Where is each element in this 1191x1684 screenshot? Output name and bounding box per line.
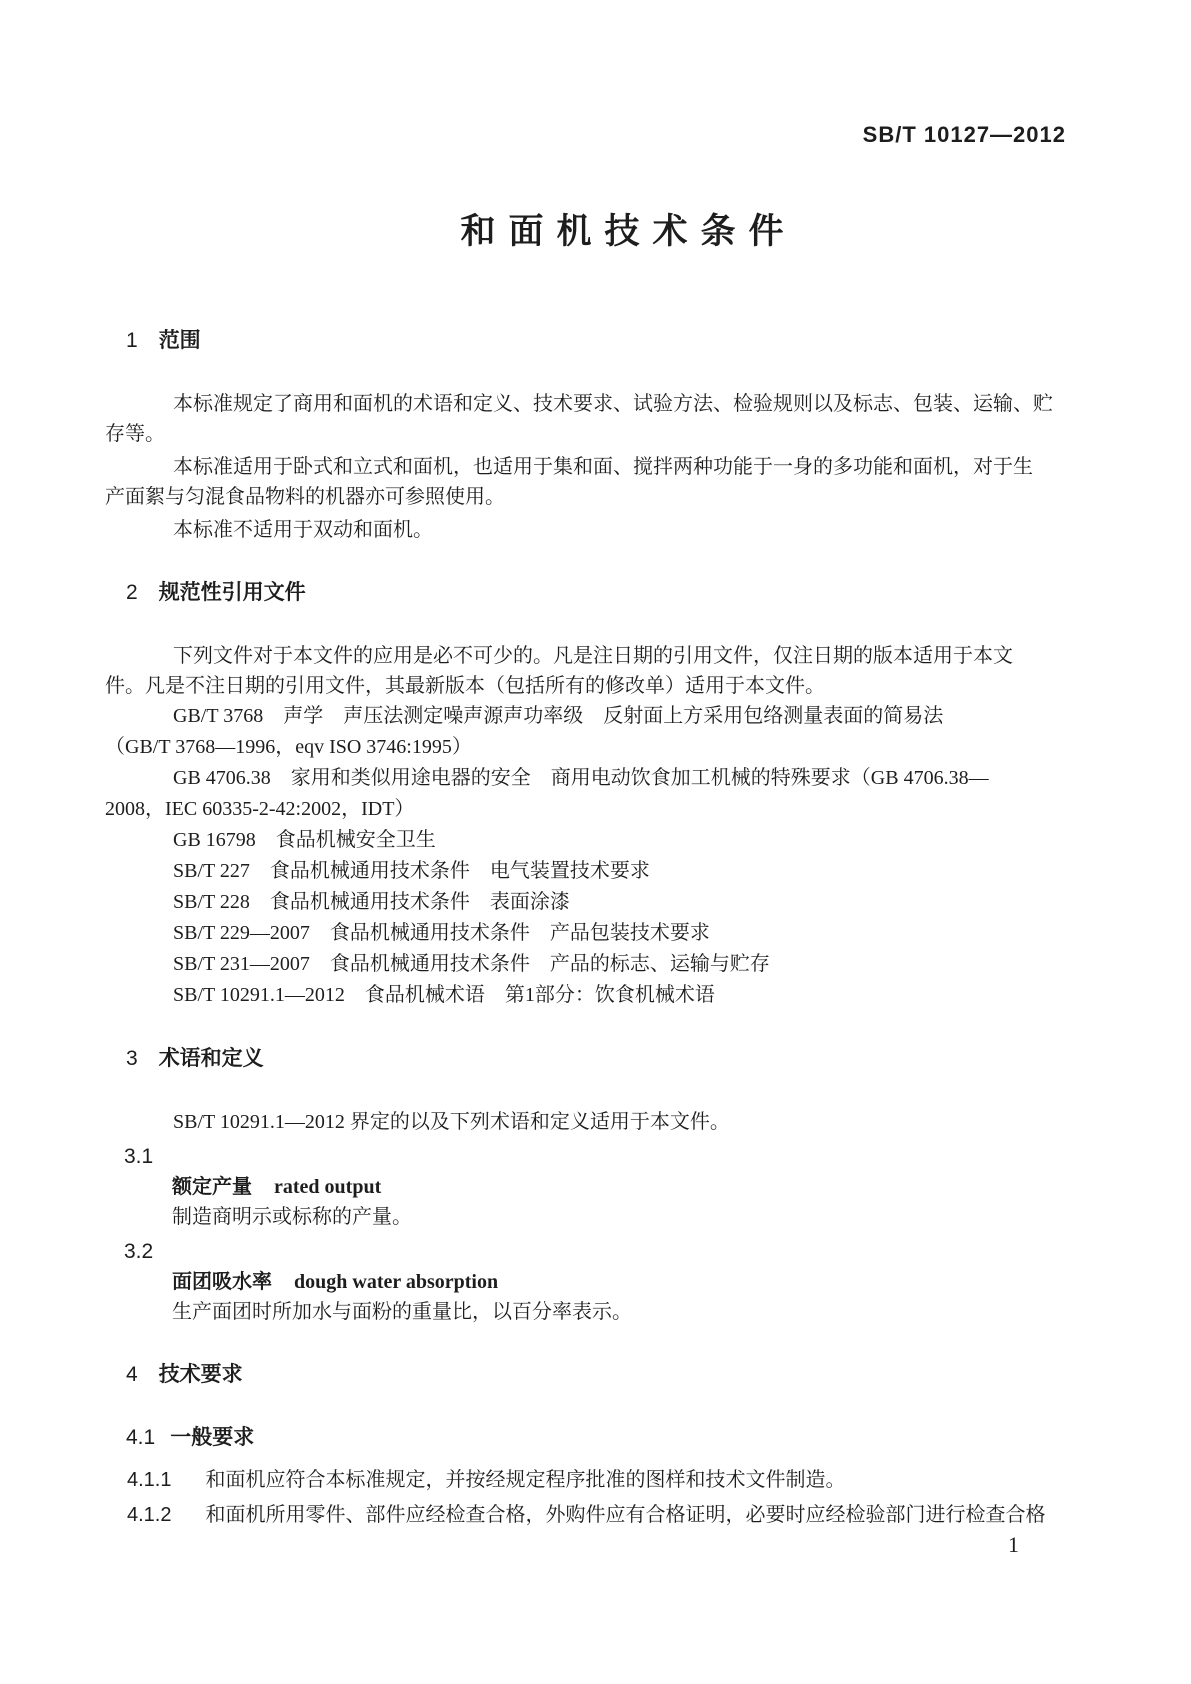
reference-line: SB/T 231—2007 食品机械通用技术条件 产品的标志、运输与贮存 [173, 953, 770, 975]
section-heading [105, 578, 1066, 608]
standard-code: SB/T 10127—2012 [862, 122, 1066, 147]
section-heading [105, 326, 1066, 356]
section-heading [105, 1360, 1066, 1390]
reference-line: GB 16798 食品机械安全卫生 [173, 829, 436, 851]
paragraph-line: 本标准不适用于双动和面机。 [173, 519, 433, 541]
reference-entry [105, 701, 1066, 763]
document-title: 和面机技术条件 [460, 212, 797, 251]
term-number: 3.2 [124, 1240, 154, 1263]
paragraph-line: 本标准规定了商用和面机的术语和定义、技术要求、试验方法、检验规则以及标志、包装、运输、贮 [173, 393, 1053, 415]
reference-entry [105, 856, 1066, 887]
reference-line: SB/T 227 食品机械通用技术条件 电气装置技术要求 [173, 860, 650, 882]
clause-text: 和面机应符合本标准规定，并按经规定程序批准的图样和技术文件制造。 [205, 1469, 846, 1491]
paragraph-line: 产面絮与匀混食品物料的机器亦可参照使用。 [105, 486, 505, 508]
reference-line: （GB/T 3768—1996，eqv ISO 3746:1995） [105, 736, 472, 758]
reference-line: GB/T 3768 声学 声压法测定噪声源声功率级 反射面上方采用包络测量表面的简易法 [173, 705, 944, 727]
reference-entry [105, 763, 1066, 825]
section-number: 2 [126, 581, 138, 604]
reference-line: 2008，IEC 60335-2-42:2002，IDT） [105, 798, 415, 820]
term-english: rated output [274, 1176, 382, 1198]
reference-entry [105, 887, 1066, 918]
reference-entry [105, 949, 1066, 980]
reference-entry [105, 980, 1066, 1011]
paragraph-line: 件。凡是不注日期的引用文件，其最新版本（包括所有的修改单）适用于本文件。 [105, 675, 825, 697]
reference-line: SB/T 228 食品机械通用技术条件 表面涂漆 [173, 891, 570, 913]
reference-line: SB/T 229—2007 食品机械通用技术条件 产品包装技术要求 [173, 922, 710, 944]
paragraph [105, 515, 1066, 545]
section-label: 一般要求 [170, 1426, 255, 1449]
section-label: 规范性引用文件 [158, 581, 306, 604]
document-body [105, 326, 1066, 1530]
section-number: 3 [126, 1047, 138, 1070]
term-definition: 生产面团时所加水与面粉的重量比，以百分率表示。 [172, 1301, 632, 1323]
paragraph [105, 389, 1066, 449]
section-label: 术语和定义 [158, 1047, 264, 1070]
clause-number: 4.1.2 [127, 1504, 172, 1526]
section-label: 技术要求 [158, 1363, 243, 1386]
reference-line: GB 4706.38 家用和类似用途电器的安全 商用电动饮食加工机械的特殊要求（GB 4706.38— [173, 767, 989, 789]
reference-line: SB/T 10291.1—2012 食品机械术语 第1部分：饮食机械术语 [173, 984, 715, 1006]
section-number: 1 [126, 329, 138, 352]
term [105, 1172, 1066, 1202]
paragraph-line: SB/T 10291.1—2012 界定的以及下列术语和定义适用于本文件。 [173, 1111, 730, 1133]
term-chinese: 面团吸水率 [172, 1271, 272, 1293]
paragraph-line: 本标准适用于卧式和立式和面机，也适用于集和面、搅拌两种功能于一身的多功能和面机，对于生 [173, 456, 1033, 478]
term-definition: 制造商明示或标称的产量。 [172, 1206, 412, 1228]
term-number: 3.1 [124, 1145, 154, 1168]
clause [105, 1500, 1066, 1530]
term-chinese: 额定产量 [172, 1176, 252, 1198]
paragraph-line: 存等。 [105, 423, 165, 445]
section-number: 4 [126, 1363, 138, 1386]
paragraph-line: 下列文件对于本文件的应用是必不可少的。凡是注日期的引用文件，仅注日期的版本适用于本文 [173, 645, 1013, 667]
section-number: 4.1 [126, 1426, 156, 1449]
clause-text: 和面机所用零件、部件应经检查合格，外购件应有合格证明，必要时应经检验部门进行检查合格 [205, 1504, 1046, 1526]
clause-number: 4.1.1 [127, 1469, 172, 1491]
subsection-heading [105, 1423, 1066, 1453]
term-english: dough water absorption [294, 1271, 499, 1293]
term [105, 1267, 1066, 1297]
section-label: 范围 [158, 329, 201, 352]
paragraph [105, 452, 1066, 512]
clause [105, 1465, 1066, 1495]
paragraph [105, 1107, 1066, 1137]
paragraph [105, 641, 1066, 701]
reference-entry [105, 825, 1066, 856]
reference-entry [105, 918, 1066, 949]
section-heading [105, 1044, 1066, 1074]
page-number: 1 [1008, 1532, 1019, 1557]
